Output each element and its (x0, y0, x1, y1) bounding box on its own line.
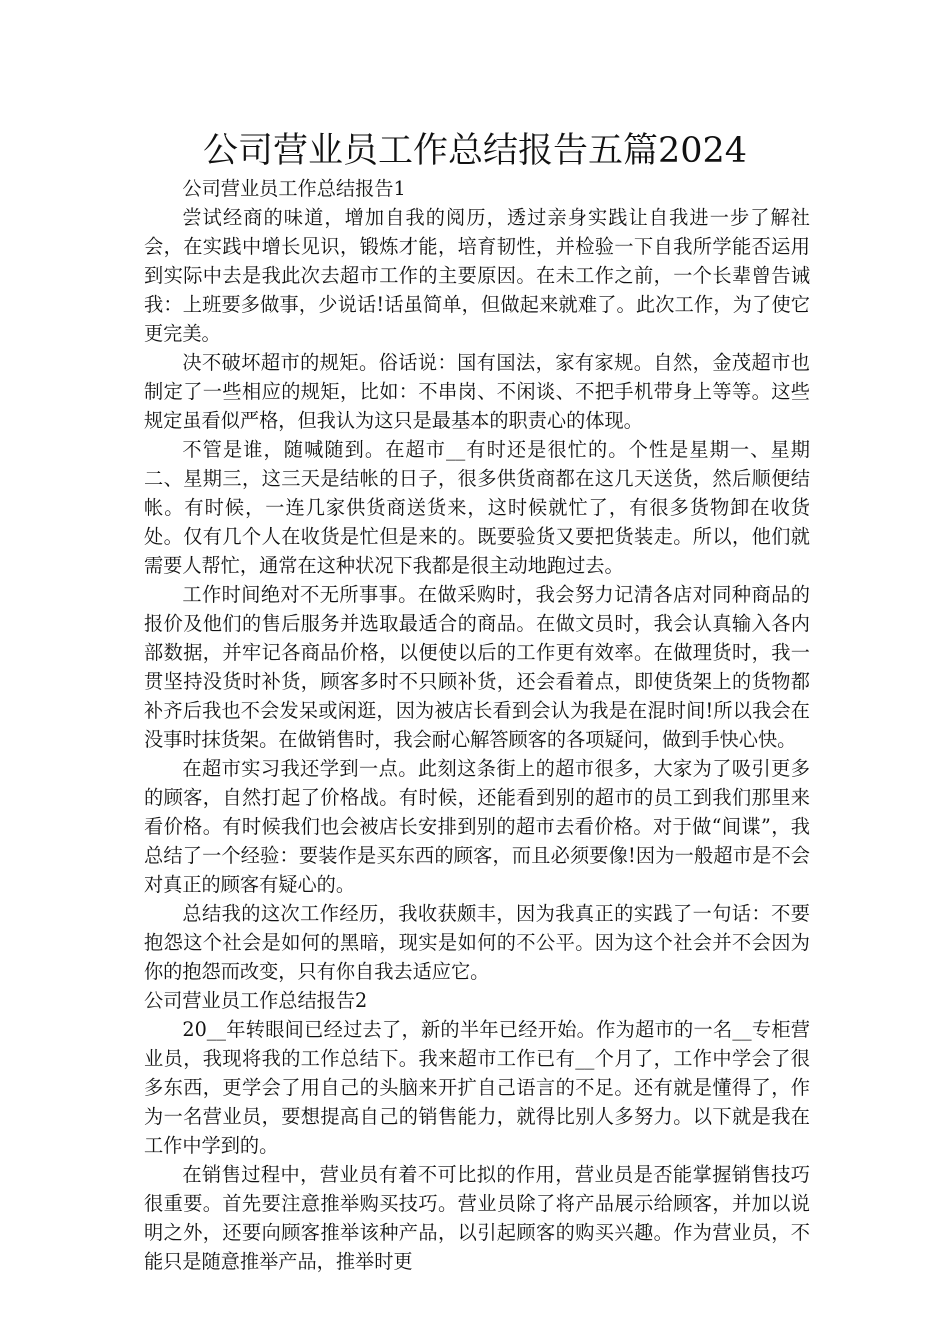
paragraph: 在超市实习我还学到一点。此刻这条街上的超市很多，大家为了吸引更多的顾客，自然打起了价格战。有时候，还能看到别的超市的员工到我们那里来看价格。有时候我们也会被店长安排到别的超市去看价格。对于做“间谍”，我总结了一个经验：要装作是买东西的顾客，而且必须要像!因为一般超市是不会对真正的顾客有疑心的。 (144, 757, 810, 896)
paragraph: 工作时间绝对不无所事事。在做采购时，我会努力记清各店对同种商品的报价及他们的售后服务并选取最适合的商品。在做文员时，我会认真输入各内部数据，并牢记各商品价格，以便使以后的工作更有效率。在做理货时，我一贯坚持没货时补货，顾客多时不只顾补货，还会看着点，即使货架上的货物都补齐后我也不会发呆或闲逛，因为被店长看到会认为我是在混时间!所以我会在没事时抹货架。在做销售时，我会耐心解答顾客的各项疑问，做到手快心快。 (144, 583, 810, 751)
paragraph: 在销售过程中，营业员有着不可比拟的作用，营业员是否能掌握销售技巧很重要。首先要注意推举购买技巧。营业员除了将产品展示给顾客，并加以说明之外，还要向顾客推举该种产品，以引起顾客的购买兴趣。作为营业员，不能只是随意推举产品，推举时更 (144, 1163, 810, 1273)
document-body (144, 174, 810, 1276)
section-heading: 公司营业员工作总结报告2 (144, 989, 368, 1012)
document-title: 公司营业员工作总结报告五篇2024 (202, 131, 748, 171)
paragraph: 决不破坏超市的规矩。俗话说：国有国法，家有家规。自然，金茂超市也制定了一些相应的规矩，比如：不串岗、不闲谈、不把手机带身上等等。这些规定虽看似严格，但我认为这只是最基本的职责心的体现。 (144, 351, 810, 432)
paragraph: 总结我的这次工作经历，我收获颇丰，因为我真正的实践了一句话：不要抱怨这个社会是如何的黑暗，现实是如何的不公平。因为这个社会并不会因为你的抱怨而改变，只有你自我去适应它。 (144, 902, 810, 983)
section-heading: 公司营业员工作总结报告1 (182, 177, 406, 200)
paragraph: 尝试经商的味道，增加自我的阅历，透过亲身实践让自我进一步了解社会，在实践中增长见识，锻炼才能，培育韧性，并检验一下自我所学能否运用到实际中去是我此次去超市工作的主要原因。在未工作之前，一个长辈曾告诫我：上班要多做事，少说话!话虽简单，但做起来就难了。此次工作，为了使它更完美。 (144, 206, 810, 345)
paragraph: 20__年转眼间已经过去了，新的半年已经开始。作为超市的一名__专柜营业员，我现将我的工作总结下。我来超市工作已有__个月了，工作中学会了很多东西，更学会了用自己的头脑来开扩自己语言的不足。还有就是懂得了，作为一名营业员，要想提高自己的销售能力，就得比别人多努力。以下就是我在工作中学到的。 (144, 1018, 810, 1157)
paragraph: 不管是谁，随喊随到。在超市__有时还是很忙的。个性是星期一、星期二、星期三，这三天是结帐的日子，很多供货商都在这几天送货，然后顺便结帐。有时候，一连几家供货商送货来，这时候就忙了，有很多货物卸在收货处。仅有几个人在收货是忙但是来的。既要验货又要把货装走。所以，他们就需要人帮忙，通常在这种状况下我都是很主动地跑过去。 (144, 438, 810, 577)
